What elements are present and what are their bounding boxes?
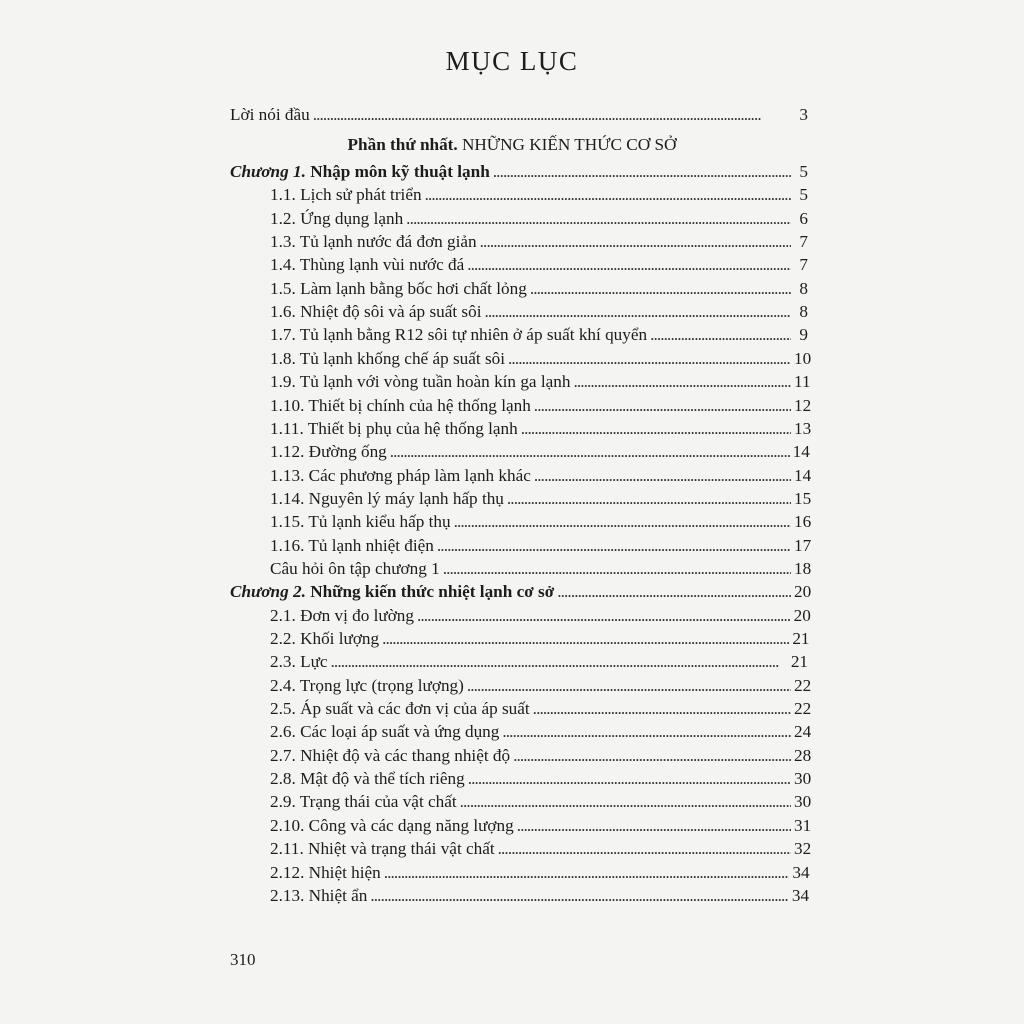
dot-leader [533, 697, 791, 721]
dot-leader [534, 394, 791, 418]
chapter-title [230, 580, 554, 604]
dot-leader [557, 580, 791, 604]
toc-section [270, 884, 808, 908]
dot-leader [406, 207, 791, 231]
dot-leader [513, 744, 791, 768]
dot-leader [390, 440, 790, 464]
dot-leader [443, 557, 791, 581]
dot-leader [493, 160, 791, 184]
toc-section [270, 837, 812, 861]
toc-entry-label: Lời nói đầu [230, 105, 310, 124]
chapter-name: Nhập môn kỹ thuật lạnh [310, 162, 490, 181]
dot-leader [460, 790, 791, 814]
section-page: 14 [792, 442, 810, 462]
section-page: 32 [794, 839, 812, 859]
part-heading [0, 135, 1024, 155]
toc-section [270, 464, 812, 488]
toc-section [270, 347, 812, 371]
toc-section [270, 183, 808, 207]
section-page: 24 [794, 722, 812, 742]
toc-chapter-1 [230, 160, 808, 184]
toc-section [270, 300, 808, 324]
section-page: 7 [799, 255, 808, 275]
section-page: 34 [792, 862, 810, 882]
section-page: 11 [794, 372, 811, 392]
section-label: 2.12. Nhiệt hiện [270, 862, 381, 882]
section-label: 2.5. Áp suất và các đơn vị của áp suất [270, 699, 530, 719]
dot-leader [384, 861, 790, 885]
section-page: 28 [794, 745, 812, 765]
chapter-number: Chương 2. [230, 582, 306, 602]
section-page: 17 [794, 535, 812, 555]
section-label: 1.8. Tủ lạnh khống chế áp suất sôi [270, 348, 506, 368]
section-page: 7 [799, 232, 808, 252]
page-number: 310 [230, 950, 256, 969]
toc-chapter-2 [230, 580, 812, 604]
toc-section [270, 394, 812, 418]
toc-section [270, 253, 808, 277]
dot-leader [530, 277, 791, 301]
section-label: 1.15. Tủ lạnh kiểu hấp thụ [270, 512, 451, 532]
toc-section [270, 277, 808, 301]
dot-leader [382, 627, 789, 651]
dot-leader [437, 534, 791, 558]
section-page: 30 [794, 792, 812, 812]
toc-section [270, 510, 812, 534]
section-label: 1.9. Tủ lạnh với vòng tuần hoàn kín ga lạnh [270, 372, 571, 392]
section-label: 1.11. Thiết bị phụ của hệ thống lạnh [270, 418, 518, 438]
part-name: NHỮNG KIẾN THỨC CƠ SỞ [461, 135, 677, 154]
section-page: 10 [794, 348, 812, 368]
chapter-page: 5 [799, 162, 808, 181]
section-label: 2.9. Trạng thái của vật chất [270, 792, 457, 812]
section-page: 13 [794, 418, 812, 438]
section-label: 2.4. Trọng lực (trọng lượng) [270, 675, 464, 695]
dot-leader [508, 347, 791, 371]
section-label: 2.11. Nhiệt và trạng thái vật chất [270, 839, 495, 859]
dot-leader [480, 230, 791, 254]
dot-leader [417, 604, 791, 628]
section-label: Câu hỏi ôn tập chương 1 [270, 558, 440, 578]
section-page: 22 [794, 699, 812, 719]
toc-section [270, 534, 812, 558]
dot-leader [425, 183, 791, 207]
section-label: 2.8. Mật độ và thể tích riêng [270, 769, 465, 789]
section-page: 12 [794, 395, 812, 415]
dot-leader [467, 253, 791, 277]
section-label: 2.6. Các loại áp suất và ứng dụng [270, 722, 500, 742]
section-page: 8 [799, 278, 808, 298]
section-page: 21 [792, 629, 810, 648]
dot-leader [468, 767, 791, 791]
section-page: 9 [799, 325, 808, 345]
dot-leader [313, 103, 791, 127]
dot-leader [521, 417, 791, 441]
section-label: 1.2. Ứng dụng lạnh [270, 208, 404, 228]
section-label: 2.1. Đơn vị đo lường [270, 605, 414, 625]
section-label: 2.10. Công và các dạng năng lượng [270, 815, 514, 835]
dot-leader [454, 510, 791, 534]
section-page: 8 [799, 302, 808, 322]
section-label: 1.12. Đường ống [270, 442, 387, 462]
toc-section [270, 440, 808, 464]
chapter-number: Chương 1. [230, 162, 306, 181]
section-page: 18 [794, 558, 812, 578]
section-page: 31 [794, 815, 812, 835]
dot-leader [484, 300, 791, 324]
dot-leader [467, 674, 791, 698]
part-prefix: Phần thứ nhất. [347, 135, 458, 154]
toc-section [270, 674, 812, 698]
toc-section [270, 790, 812, 814]
section-label: 2.3. Lực [270, 652, 328, 672]
toc-section [270, 557, 812, 581]
section-page: 5 [799, 185, 808, 205]
section-page: 21 [790, 652, 808, 672]
toc-section [270, 323, 808, 347]
section-label: 1.6. Nhiệt độ sôi và áp suất sôi [270, 302, 482, 322]
toc-section [270, 697, 812, 721]
dot-leader [573, 370, 791, 394]
dot-leader [534, 464, 791, 488]
dot-leader [650, 323, 791, 347]
toc-section [270, 861, 808, 885]
section-page: 15 [794, 488, 812, 508]
toc-section [270, 604, 811, 628]
toc-section [270, 767, 812, 791]
toc-section [270, 744, 812, 768]
chapter-name: Những kiến thức nhiệt lạnh cơ sở [310, 582, 555, 602]
section-label: 1.10. Thiết bị chính của hệ thống lạnh [270, 395, 531, 415]
toc-section [270, 814, 812, 838]
section-page: 30 [794, 769, 812, 789]
section-page: 22 [794, 675, 812, 695]
dot-leader [507, 487, 791, 511]
page-title: MỤC LỤC [445, 46, 579, 76]
toc-section [270, 650, 808, 674]
section-label: 1.4. Thùng lạnh vùi nước đá [270, 255, 465, 275]
toc-section [270, 720, 812, 744]
toc-section [270, 230, 808, 254]
dot-leader [502, 720, 791, 744]
section-label: 1.14. Nguyên lý máy lạnh hấp thụ [270, 488, 504, 508]
toc-section [270, 207, 808, 231]
toc-section [270, 627, 808, 651]
section-page: 16 [794, 512, 812, 532]
dot-leader [517, 814, 791, 838]
section-label: 1.13. Các phương pháp làm lạnh khác [270, 465, 531, 485]
section-label: 1.7. Tủ lạnh bằng R12 sôi tự nhiên ở áp suất khí quyển [270, 325, 648, 345]
section-page: 20 [793, 605, 811, 625]
section-label: 2.7. Nhiệt độ và các thang nhiệt độ [270, 745, 511, 765]
section-label: 1.5. Làm lạnh bằng bốc hơi chất lỏng [270, 278, 527, 298]
toc-section [270, 487, 812, 511]
section-label: 1.16. Tủ lạnh nhiệt điện [270, 535, 434, 555]
chapter-title [230, 160, 490, 184]
toc-section [270, 417, 812, 441]
section-page: 14 [794, 465, 812, 485]
section-page: 34 [791, 885, 810, 905]
section-label: 1.3. Tủ lạnh nước đá đơn giản [270, 232, 477, 252]
section-label: 2.13. Nhiệt ẩn [270, 885, 368, 905]
toc-entry-preface [230, 103, 808, 127]
dot-leader [370, 884, 788, 908]
section-label: 1.1. Lịch sử phát triển [270, 185, 422, 205]
dot-leader [498, 837, 791, 861]
section-label: 2.2. Khối lượng [270, 629, 380, 648]
chapter-page: 20 [794, 582, 812, 602]
dot-leader [331, 650, 788, 674]
toc-section [270, 370, 811, 394]
section-page: 6 [799, 208, 808, 228]
toc-entry-page: 3 [799, 105, 808, 124]
